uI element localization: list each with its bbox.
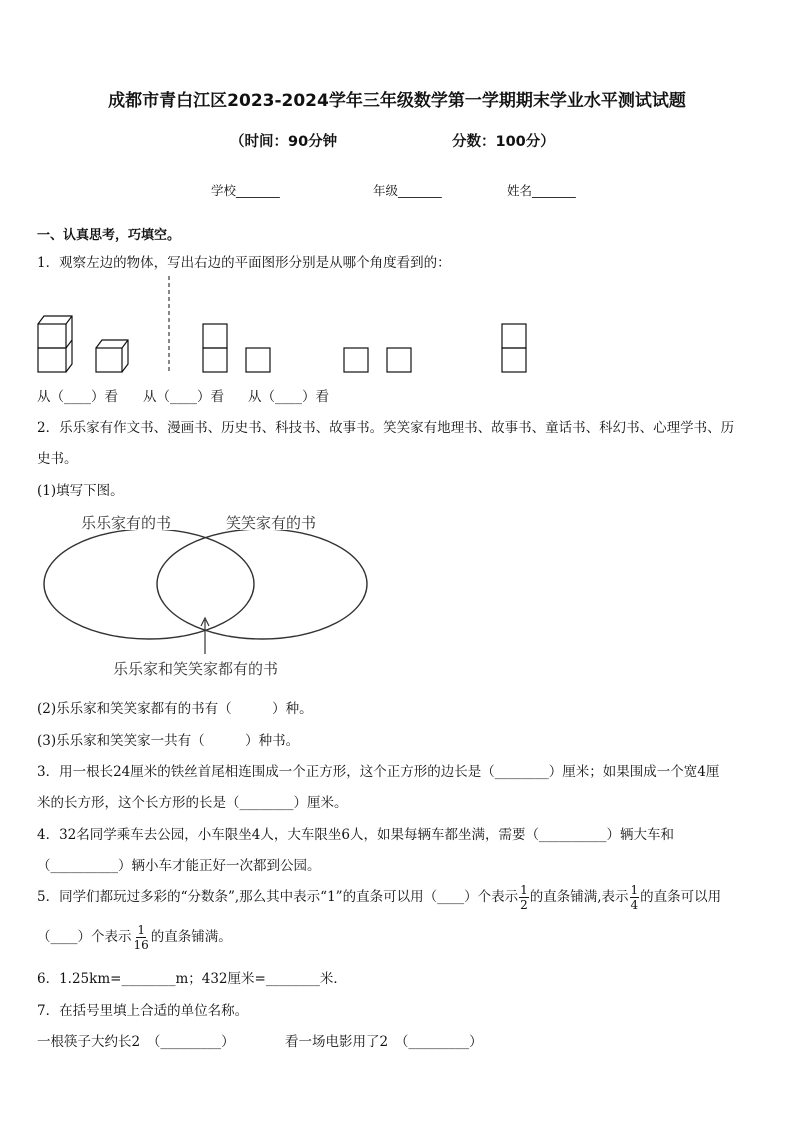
venn-left-circle xyxy=(44,530,254,639)
fraction-one-half: $\frac{1}{2}$ xyxy=(520,883,528,912)
question-2-part2[interactable]: (2)乐乐家和笑笑家都有的书有（ ）种。 xyxy=(37,701,313,717)
question-5-line2[interactable] xyxy=(37,920,232,954)
view-answer-2[interactable]: 从（____）看 xyxy=(143,389,224,405)
stacked-cubes-figure xyxy=(38,316,72,372)
view-figure-1 xyxy=(203,324,270,372)
venn-right-label: 笑笑家有的书 xyxy=(226,514,317,532)
question-2-part3[interactable]: (3)乐乐家和笑笑家一共有（ ）种书。 xyxy=(37,733,300,749)
question-3-line2[interactable]: 米的长方形，这个长方形的长是（________）厘米。 xyxy=(37,795,348,811)
q5-text-b: 的直条铺满,表示 xyxy=(529,889,629,905)
venn-diagram xyxy=(0,530,794,660)
view-answer-3[interactable]: 从（____）看 xyxy=(248,389,329,405)
exam-score: 分数：100分） xyxy=(452,134,555,150)
question-7-text: 7．在括号里填上合适的单位名称。 xyxy=(37,1003,249,1019)
question-4-line2[interactable]: （__________）辆小车才能正好一次都到公园。 xyxy=(37,858,321,874)
name-field[interactable]: 姓名_______ xyxy=(507,183,576,198)
q5-text-a: 5．同学们都玩过多彩的“分数条”,那么其中表示“1”的直条可以用（____）个表示 xyxy=(37,889,519,905)
view-answer-1[interactable]: 从（____）看 xyxy=(37,389,118,405)
view-figure-2 xyxy=(344,348,411,372)
question-2-line2: 史书。 xyxy=(37,451,78,467)
page-title: 成都市青白江区2023-2024学年三年级数学第一学期期末学业水平测试试题 xyxy=(108,91,686,111)
venn-right-circle xyxy=(157,530,367,639)
question-5-line1[interactable] xyxy=(37,880,721,914)
fraction-one-quarter: $\frac{1}{4}$ xyxy=(630,883,639,912)
section-heading: 一、认真思考，巧填空。 xyxy=(37,228,181,243)
venn-left-label: 乐乐家有的书 xyxy=(81,514,172,532)
single-cube-figure xyxy=(96,340,128,372)
question-1-text: 1．观察左边的物体，写出右边的平面图形分别是从哪个角度看到的： xyxy=(37,255,451,271)
question-7-left[interactable]: 一根筷子大约长2 （_________） xyxy=(37,1034,235,1050)
question-4-line1[interactable]: 4．32名同学乘车去公园，小车限坐4人，大车限坐6人，如果每辆车都坐满，需要（__________）辆大车和 xyxy=(37,827,674,843)
fraction-one-sixteenth: $\frac{1}{16}$ xyxy=(133,923,149,952)
question-6-text[interactable]: 6．1.25km=________m；432厘米=________米． xyxy=(37,971,347,987)
question-3-line1[interactable]: 3．用一根长24厘米的铁丝首尾相连围成一个正方形，这个正方形的边长是（________）厘米；如果围成一个宽4厘 xyxy=(37,764,720,780)
school-field[interactable]: 学校_______ xyxy=(211,183,280,198)
q5-text-d: （____）个表示 xyxy=(37,929,132,945)
view-figure-3 xyxy=(502,324,526,372)
grade-field[interactable]: 年级_______ xyxy=(373,183,442,198)
q1-figures xyxy=(0,270,794,380)
exam-time: （时间：90分钟 xyxy=(230,134,338,150)
question-2-line1: 2．乐乐家有作文书、漫画书、历史书、科技书、故事书。笑笑家有地理书、故事书、童话书、科幻书、心理学书、历 xyxy=(37,420,735,436)
question-7-right[interactable]: 看一场电影用了2 （_________） xyxy=(285,1034,483,1050)
q5-text-c: 的直条可以用 xyxy=(640,889,722,905)
venn-bottom-label: 乐乐家和笑笑家都有的书 xyxy=(113,660,279,678)
question-2-part1: (1)填写下图。 xyxy=(37,483,124,499)
q5-text-e: 的直条铺满。 xyxy=(150,929,232,945)
